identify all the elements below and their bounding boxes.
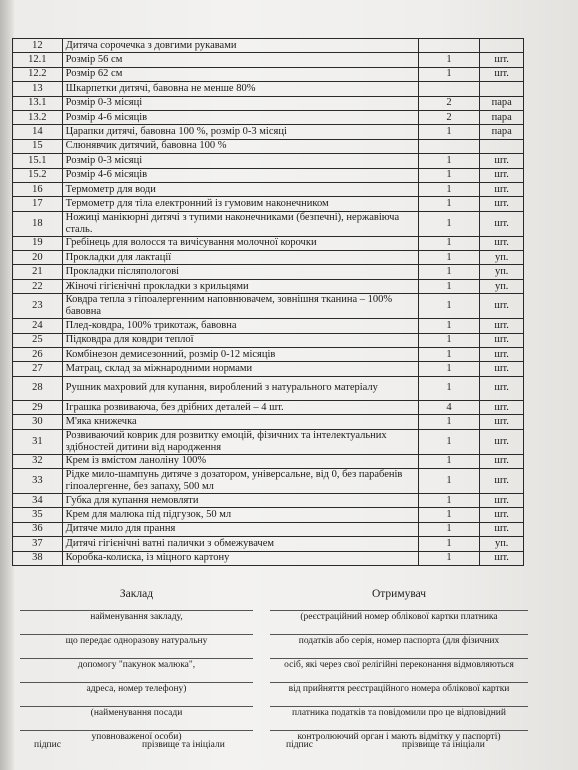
item-name: М'яка книжечка — [62, 415, 418, 429]
item-name: Шкарпетки дитячі, бавовна не менше 80% — [62, 82, 418, 96]
item-name: Ковдра тепла з гіпоалергенним наповнювачем, зовнішня тканина – 100% бавовна — [62, 294, 418, 319]
item-name: Розмір 0-3 місяці — [62, 154, 418, 168]
item-unit: шт. — [480, 454, 524, 468]
item-unit: шт. — [480, 294, 524, 319]
item-name: Комбінезон демисезонний, розмір 0-12 місяців — [62, 348, 418, 362]
row-number: 17 — [13, 197, 63, 211]
table-row — [13, 522, 524, 536]
item-name: Гребінець для волосся та вичісування молочної корочки — [62, 236, 418, 250]
item-name: Термометр для води — [62, 182, 418, 196]
item-quantity: 4 — [418, 400, 480, 414]
row-number: 25 — [13, 333, 63, 347]
item-unit: шт. — [480, 522, 524, 536]
blank-line — [270, 602, 528, 611]
item-quantity: 1 — [418, 468, 480, 493]
item-name: Слюнявчик дитячий, бавовна 100 % — [62, 139, 418, 153]
blank-line — [270, 674, 528, 683]
items-table — [12, 38, 524, 566]
item-unit: шт. — [480, 493, 524, 507]
row-number: 33 — [13, 468, 63, 493]
table-row — [13, 82, 524, 96]
row-number: 13 — [13, 82, 63, 96]
row-number: 24 — [13, 319, 63, 333]
table-row — [13, 400, 524, 414]
item-name: Плед-ковдра, 100% трикотаж, бавовна — [62, 319, 418, 333]
item-quantity: 2 — [418, 96, 480, 110]
blank-line — [270, 626, 528, 635]
table-row — [13, 333, 524, 347]
item-name: Розмір 0-3 місяці — [62, 96, 418, 110]
blank-line — [20, 626, 253, 635]
item-name: Ножиці манікюрні дитячі з тупими наконечниками (безпечні), нержавіюча сталь. — [62, 211, 418, 236]
table-row — [13, 139, 524, 153]
item-quantity: 1 — [418, 493, 480, 507]
table-row — [13, 429, 524, 454]
blank-line — [20, 674, 253, 683]
row-number: 21 — [13, 265, 63, 279]
item-unit: шт. — [480, 508, 524, 522]
institution-caption: (найменування посади — [90, 708, 183, 718]
row-number: 12.2 — [13, 67, 63, 81]
row-number: 12.1 — [13, 53, 63, 67]
table-row — [13, 211, 524, 236]
item-quantity: 1 — [418, 362, 480, 376]
item-quantity: 2 — [418, 110, 480, 124]
item-name: Розмір 4-6 місяців — [62, 168, 418, 182]
institution-caption: що передає одноразову натуральну — [65, 636, 208, 646]
item-quantity: 1 — [418, 251, 480, 265]
item-unit: шт. — [480, 415, 524, 429]
item-unit: шт. — [480, 400, 524, 414]
item-unit: шт. — [480, 67, 524, 81]
item-quantity — [418, 139, 480, 153]
row-number: 34 — [13, 493, 63, 507]
blank-line — [20, 650, 253, 659]
institution-sign-label: підпис — [34, 740, 61, 750]
row-number: 15.2 — [13, 168, 63, 182]
row-number: 36 — [13, 522, 63, 536]
recipient-caption: податків або серія, номер паспорта (для фізичних — [298, 636, 500, 646]
row-number: 27 — [13, 362, 63, 376]
row-number: 20 — [13, 251, 63, 265]
item-unit: шт. — [480, 551, 524, 565]
row-number: 23 — [13, 294, 63, 319]
recipient-sign-label: підпис — [286, 740, 313, 750]
table-row — [13, 67, 524, 81]
item-quantity: 1 — [418, 454, 480, 468]
row-number: 13.1 — [13, 96, 63, 110]
items-table-body — [13, 39, 524, 566]
item-quantity: 1 — [418, 537, 480, 551]
blank-line — [20, 698, 253, 707]
row-number: 31 — [13, 429, 63, 454]
item-name: Дитяче мило для прання — [62, 522, 418, 536]
item-name: Крем для малюка під підгузок, 50 мл — [62, 508, 418, 522]
item-unit: уп. — [480, 265, 524, 279]
table-row — [13, 154, 524, 168]
row-number: 18 — [13, 211, 63, 236]
item-unit: шт. — [480, 197, 524, 211]
recipient-name-label: прізвище та ініціали — [402, 740, 485, 750]
row-number: 14 — [13, 125, 63, 139]
item-name: Губка для купання немовляти — [62, 493, 418, 507]
recipient-caption: осіб, які через свої релігійні переконання відмовляються — [284, 660, 514, 670]
item-quantity: 1 — [418, 236, 480, 250]
item-unit: шт. — [480, 53, 524, 67]
row-number: 35 — [13, 508, 63, 522]
item-name: Розмір 62 см — [62, 67, 418, 81]
table-row — [13, 508, 524, 522]
row-number: 19 — [13, 236, 63, 250]
blank-line — [270, 698, 528, 707]
item-name: Термометр для тіла електронний із гумовим наконечником — [62, 197, 418, 211]
item-unit: пара — [480, 96, 524, 110]
recipient-caption: (реєстраційний номер облікової картки платника — [300, 612, 498, 622]
table-row — [13, 265, 524, 279]
item-quantity: 1 — [418, 197, 480, 211]
institution-caption: уповноваженої особи) — [91, 732, 182, 742]
row-number: 16 — [13, 182, 63, 196]
item-quantity: 1 — [418, 319, 480, 333]
item-quantity — [418, 82, 480, 96]
item-unit: шт. — [480, 429, 524, 454]
row-number: 15.1 — [13, 154, 63, 168]
item-name: Розмір 56 см — [62, 53, 418, 67]
table-row — [13, 376, 524, 400]
item-quantity: 1 — [418, 182, 480, 196]
item-quantity: 1 — [418, 53, 480, 67]
item-quantity: 1 — [418, 294, 480, 319]
table-row — [13, 168, 524, 182]
item-quantity: 1 — [418, 125, 480, 139]
item-unit: шт. — [480, 333, 524, 347]
item-unit — [480, 39, 524, 53]
institution-caption: адреса, номер телефону) — [86, 684, 187, 694]
item-quantity: 1 — [418, 154, 480, 168]
table-row — [13, 537, 524, 551]
table-row — [13, 551, 524, 565]
item-quantity: 1 — [418, 348, 480, 362]
item-unit — [480, 139, 524, 153]
row-number: 28 — [13, 376, 63, 400]
recipient-caption: контролюючий орган і мають відмітку у паспорті) — [297, 732, 501, 742]
item-unit: пара — [480, 110, 524, 124]
table-row — [13, 39, 524, 53]
item-unit: уп. — [480, 279, 524, 293]
table-row — [13, 182, 524, 196]
item-quantity: 1 — [418, 67, 480, 81]
item-name: Матрац, склад за міжнародними нормами — [62, 362, 418, 376]
item-name: Прокладки післяпологові — [62, 265, 418, 279]
item-quantity: 1 — [418, 522, 480, 536]
recipient-column — [264, 588, 534, 746]
item-quantity: 1 — [418, 508, 480, 522]
item-unit — [480, 82, 524, 96]
institution-title: Заклад — [119, 588, 154, 600]
institution-name-label: прізвище та ініціали — [142, 740, 225, 750]
row-number: 26 — [13, 348, 63, 362]
table-row — [13, 251, 524, 265]
item-unit: уп. — [480, 251, 524, 265]
item-quantity: 1 — [418, 415, 480, 429]
blank-line — [20, 602, 253, 611]
row-number: 38 — [13, 551, 63, 565]
item-name: Крем із вмістом ланоліну 100% — [62, 454, 418, 468]
item-name: Розмір 4-6 місяців — [62, 110, 418, 124]
item-unit: шт. — [480, 154, 524, 168]
item-unit: шт. — [480, 319, 524, 333]
item-quantity — [418, 39, 480, 53]
institution-caption: допомогу "пакунок малюка", — [77, 660, 196, 670]
item-name: Рушник махровий для купання, вироблений з натурального матеріалу — [62, 376, 418, 400]
row-number: 32 — [13, 454, 63, 468]
item-unit: шт. — [480, 376, 524, 400]
item-quantity: 1 — [418, 211, 480, 236]
signature-block — [14, 588, 534, 768]
blank-line — [270, 650, 528, 659]
institution-column — [14, 588, 259, 746]
item-name: Царапки дитячі, бавовна 100 %, розмір 0-3 місяці — [62, 125, 418, 139]
row-number: 13.2 — [13, 110, 63, 124]
table-row — [13, 53, 524, 67]
item-name: Іграшка розвиваюча, без дрібних деталей – 4 шт. — [62, 400, 418, 414]
item-name: Коробка-колиска, із міцного картону — [62, 551, 418, 565]
item-name: Розвиваючий коврик для розвитку емоцій, фізичних та інтелектуальних здібностей дитини від народження — [62, 429, 418, 454]
table-row — [13, 454, 524, 468]
table-row — [13, 348, 524, 362]
item-unit: шт. — [480, 182, 524, 196]
blank-line — [20, 722, 253, 731]
row-number: 22 — [13, 279, 63, 293]
row-number: 30 — [13, 415, 63, 429]
row-number: 29 — [13, 400, 63, 414]
item-unit: пара — [480, 125, 524, 139]
table-row — [13, 279, 524, 293]
item-unit: шт. — [480, 348, 524, 362]
recipient-caption: платника податків та повідомили про це відповідний — [292, 708, 506, 718]
blank-line — [270, 722, 528, 731]
item-quantity: 1 — [418, 429, 480, 454]
item-name: Прокладки для лактації — [62, 251, 418, 265]
recipient-title: Отримувач — [371, 588, 427, 600]
institution-caption: найменування закладу, — [90, 612, 183, 622]
item-quantity: 1 — [418, 551, 480, 565]
table-row — [13, 197, 524, 211]
table-row — [13, 362, 524, 376]
table-row — [13, 125, 524, 139]
row-number: 37 — [13, 537, 63, 551]
table-row — [13, 319, 524, 333]
item-unit: шт. — [480, 211, 524, 236]
item-name: Підковдра для ковдри теплої — [62, 333, 418, 347]
item-quantity: 1 — [418, 333, 480, 347]
table-row — [13, 468, 524, 493]
item-quantity: 1 — [418, 279, 480, 293]
table-row — [13, 236, 524, 250]
row-number: 12 — [13, 39, 63, 53]
item-name: Жіночі гігієнічні прокладки з крильцями — [62, 279, 418, 293]
table-row — [13, 294, 524, 319]
item-unit: шт. — [480, 236, 524, 250]
item-unit: шт. — [480, 362, 524, 376]
item-name: Дитячі гігієнічні ватні палички з обмежувачем — [62, 537, 418, 551]
table-row — [13, 96, 524, 110]
item-quantity: 1 — [418, 376, 480, 400]
table-row — [13, 110, 524, 124]
item-quantity: 1 — [418, 265, 480, 279]
table-row — [13, 415, 524, 429]
row-number: 15 — [13, 139, 63, 153]
item-name: Дитяча сорочечка з довгими рукавами — [62, 39, 418, 53]
item-unit: шт. — [480, 168, 524, 182]
item-unit: шт. — [480, 468, 524, 493]
item-quantity: 1 — [418, 168, 480, 182]
item-name: Рідке мило-шампунь дитяче з дозатором, універсальне, від 0, без парабенів гіпоалергенне, без запаху, 500 мл — [62, 468, 418, 493]
table-row — [13, 493, 524, 507]
item-unit: уп. — [480, 537, 524, 551]
recipient-caption: від прийняття реєстраційного номера облікової картки — [288, 684, 510, 694]
